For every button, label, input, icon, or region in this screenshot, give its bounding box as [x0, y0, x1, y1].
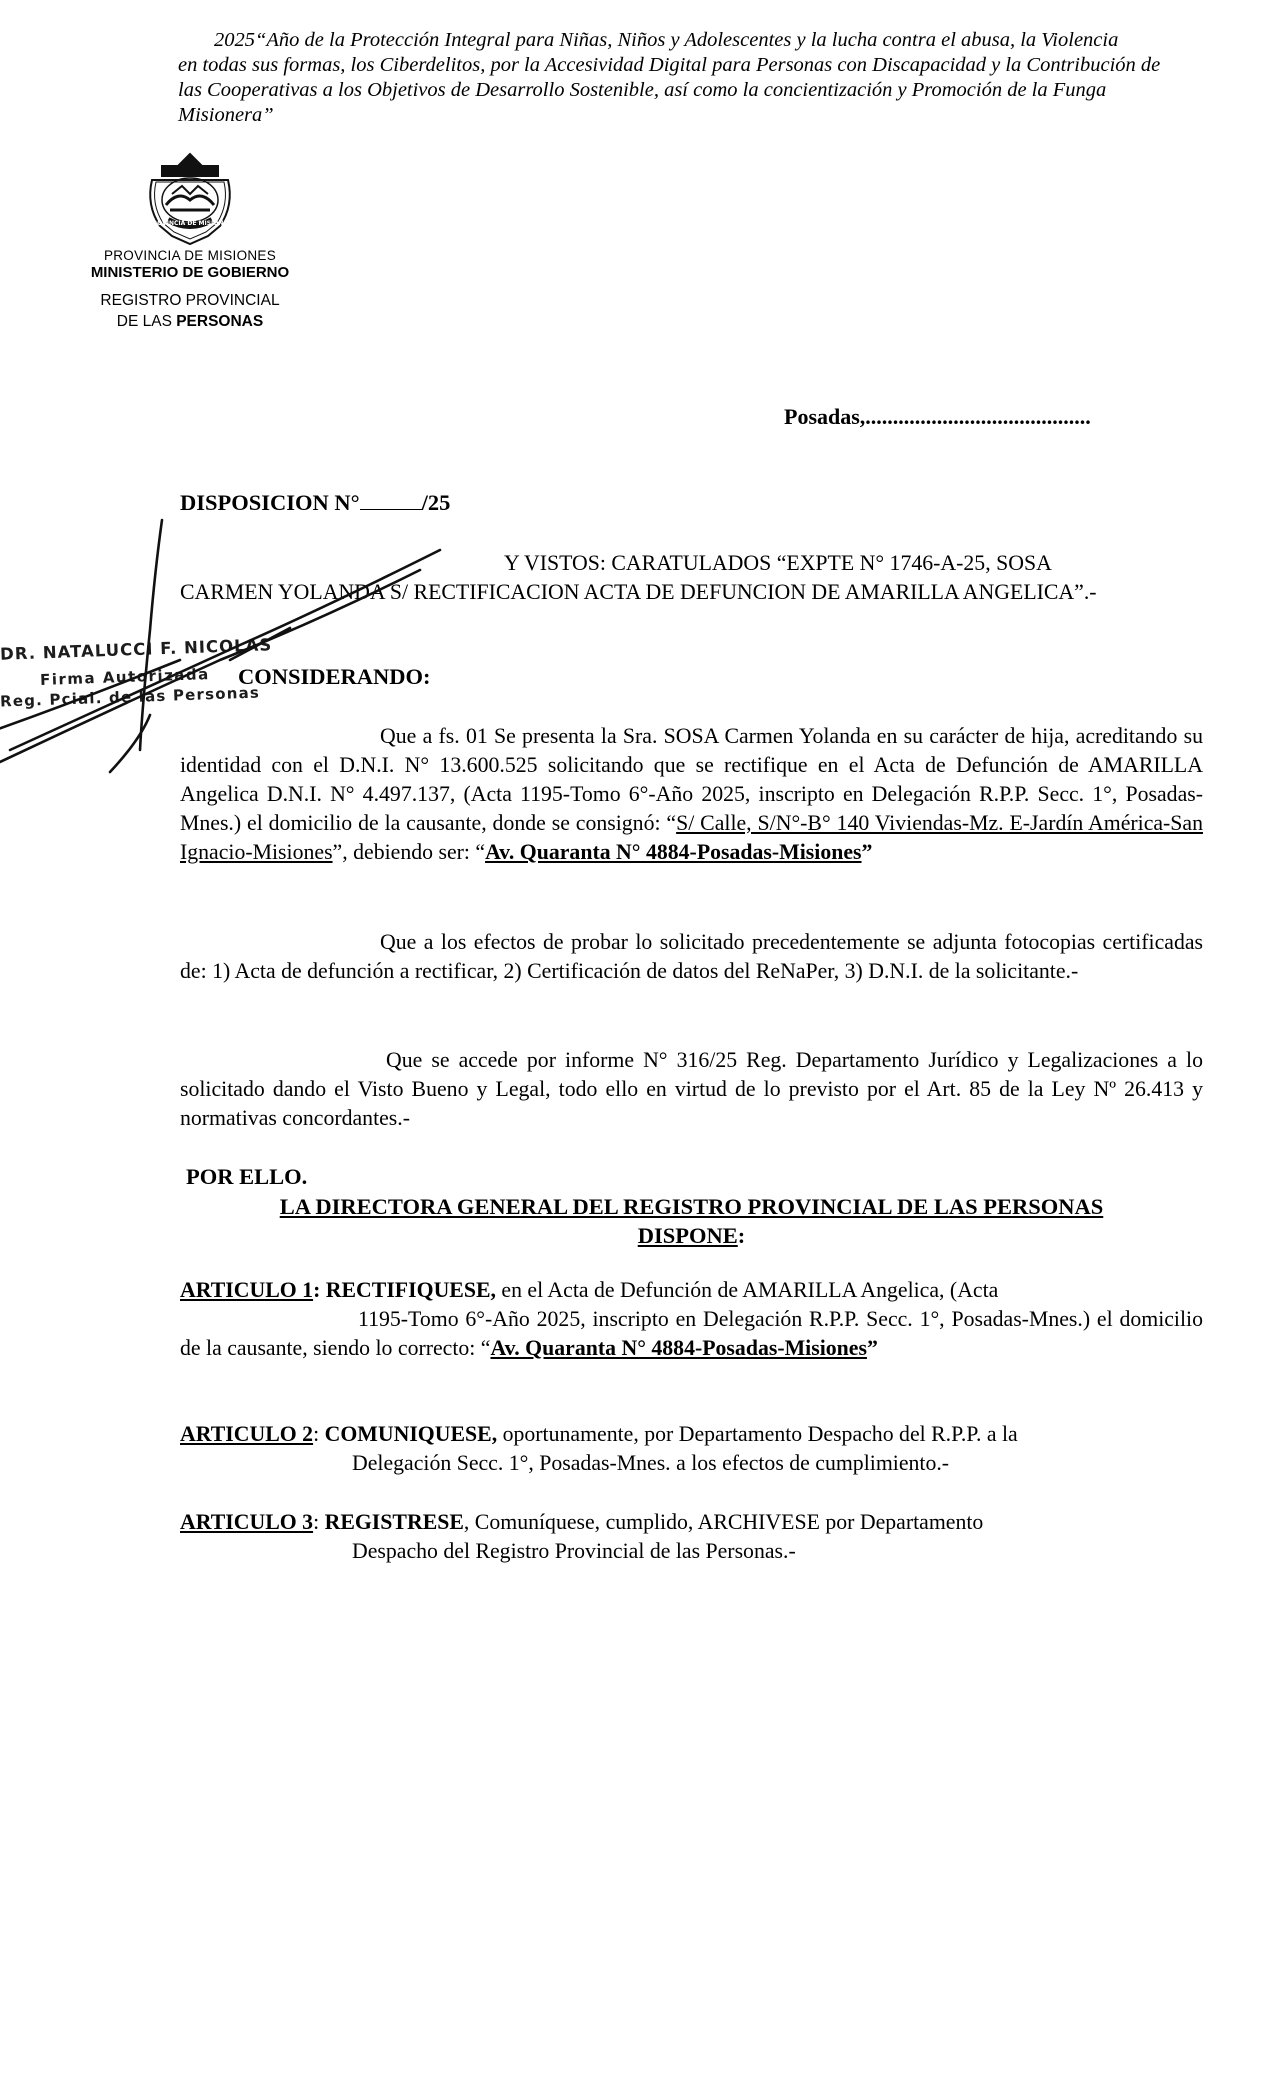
- articulo-1: [180, 1276, 1203, 1363]
- articulo-1-close: ”: [866, 1336, 878, 1360]
- disposicion-suffix: /25: [421, 490, 451, 515]
- motto-header: [178, 28, 1178, 128]
- articulo-2-head: COMUNIQUESE,: [324, 1422, 498, 1446]
- letterhead-prefix: DE LAS: [116, 313, 177, 330]
- paragraph2-text: Que a los efectos de probar lo solicitado precedentemente se adjunta fotocopias certificadas de: 1) Acta de defunción a rectificar, 2) Certificación de datos del ReNaPer, 3) D.N.I. de la solicitante.-: [180, 930, 1203, 983]
- stamp-role: Firma Autorizada: [39, 665, 211, 689]
- paragraph1-text-b: ”, debiendo ser: “: [332, 840, 486, 864]
- handwritten-signature: [0, 510, 510, 780]
- articulo-3-label: ARTICULO 3: [180, 1510, 314, 1534]
- articulo-1-label: ARTICULO 1: [180, 1278, 314, 1302]
- motto-year: 2025: [214, 29, 255, 51]
- paragraph1-text-c: ”: [861, 840, 873, 864]
- considerando-paragraph-3: [180, 1046, 1203, 1133]
- directora-title: LA DIRECTORA GENERAL DEL REGISTRO PROVINCIAL DE LAS PERSONAS: [279, 1194, 1104, 1219]
- considerando-paragraph-2: [180, 928, 1203, 986]
- directora-heading: [180, 1192, 1203, 1250]
- paragraph1-old-address: S/ Calle, S/N°-B° 140 Viviendas-Mz. E-Jardín América-San Ignacio-Misiones: [180, 811, 1203, 864]
- letterhead-registry-line2: [60, 313, 320, 331]
- stamp-name: DR. NATALUCCI F. NICOLAS: [0, 635, 273, 664]
- place-date: Posadas,.........................................: [784, 404, 1091, 429]
- paragraph3-text: Que se accede por informe N° 316/25 Reg. Departamento Jurídico y Legalizaciones a lo solicitado dando el Visto Bueno y Legal, todo ello en virtud de lo previsto por el Art. 85 de la Ley Nº 26.413 y normativas concordantes.-: [180, 1048, 1203, 1130]
- motto-first-line: “Año de la Protección Integral para Niñas, Niños y Adolescentes y la lucha contra el abusa, la Violencia: [255, 29, 1119, 51]
- disposicion-label: DISPOSICION N°: [180, 490, 360, 515]
- articulo-3-cont: Despacho del Registro Provincial de las Personas.-: [352, 1539, 796, 1563]
- articulo-1-head: : RECTIFIQUESE,: [313, 1278, 496, 1302]
- stamp-office: Reg. Pcial. de las Personas: [0, 683, 261, 711]
- paragraph1-new-address: Av. Quaranta N° 4884-Posadas-Misiones: [485, 840, 862, 864]
- letterhead-registry: REGISTRO PROVINCIAL: [100, 292, 280, 309]
- letterhead-province: PROVINCIA DE MISIONES: [103, 248, 277, 263]
- articulo-1-rest: 1195-Tomo 6°-Año 2025, inscripto en Delegación R.P.P. Secc. 1°, Posadas-Mnes.) el domicilio de la causante, siendo lo correcto: “: [180, 1307, 1203, 1360]
- articulo-1-address: Av. Quaranta N° 4884-Posadas-Misiones: [490, 1336, 867, 1360]
- articulo-2-label: ARTICULO 2: [180, 1422, 314, 1446]
- articulo-3-text: , Comuníquese, cumplido, ARCHIVESE por Departamento: [463, 1510, 984, 1534]
- letterhead-ministry: MINISTERIO DE GOBIERNO: [90, 264, 290, 281]
- articulo-3-head: REGISTRESE: [324, 1510, 464, 1534]
- paragraph1-text-a: Que a fs. 01 Se presenta la Sra. SOSA Carmen Yolanda en su carácter de hija, acreditando su identidad con el D.N.I. N° 13.600.525 solicitando que se rectifique en el Acta de Defunción de AMARILLA Angelica D.N.I. N° 4.497.137, (Acta 1195-Tomo 6°-Año 2025, inscripto en Delegación R.P.P. Secc. 1°, Posadas-Mnes.) el domicilio de la causante, donde se consignó: “: [180, 724, 1203, 835]
- considerando-heading: CONSIDERANDO:: [238, 664, 431, 689]
- disposicion-blank: [360, 491, 422, 510]
- articulo-2: [180, 1420, 1203, 1478]
- articulo-3: [180, 1508, 1203, 1566]
- articulo-2-colon: :: [313, 1422, 325, 1446]
- articulo-2-cont: Delegación Secc. 1°, Posadas-Mnes. a los efectos de cumplimiento.-: [352, 1451, 950, 1475]
- dispone-word: DISPONE: [637, 1223, 738, 1248]
- motto-rest: en todas sus formas, los Ciberdelitos, por la Accesividad Digital para Personas con Discapacidad y la Contribución de las Cooperativas a los Objetivos de Desarrollo Sostenible, así como la concientización y Promoción de la Funga Misionera”: [178, 54, 1161, 126]
- vistos-first-line: Y VISTOS: CARATULADOS “EXPTE N° 1746-A-25, SOSA: [504, 551, 1052, 575]
- articulo-2-text: oportunamente, por Departamento Despacho del R.P.P. a la: [497, 1422, 1018, 1446]
- letterhead-bold: PERSONAS: [176, 313, 264, 330]
- seal-text: PROVINCIA DE MISIONES: [148, 220, 232, 227]
- dispone-colon: :: [737, 1223, 746, 1248]
- vistos-rest: CARMEN YOLANDA S/ RECTIFICACION ACTA DE DEFUNCION DE AMARILLA ANGELICA”.-: [180, 580, 1097, 604]
- provincia-de-misiones-seal-icon: [142, 150, 238, 250]
- articulo-1-line1: en el Acta de Defunción de AMARILLA Angelica, (Acta: [495, 1278, 999, 1302]
- por-ello: POR ELLO.: [186, 1164, 308, 1189]
- articulo-3-colon: :: [313, 1510, 325, 1534]
